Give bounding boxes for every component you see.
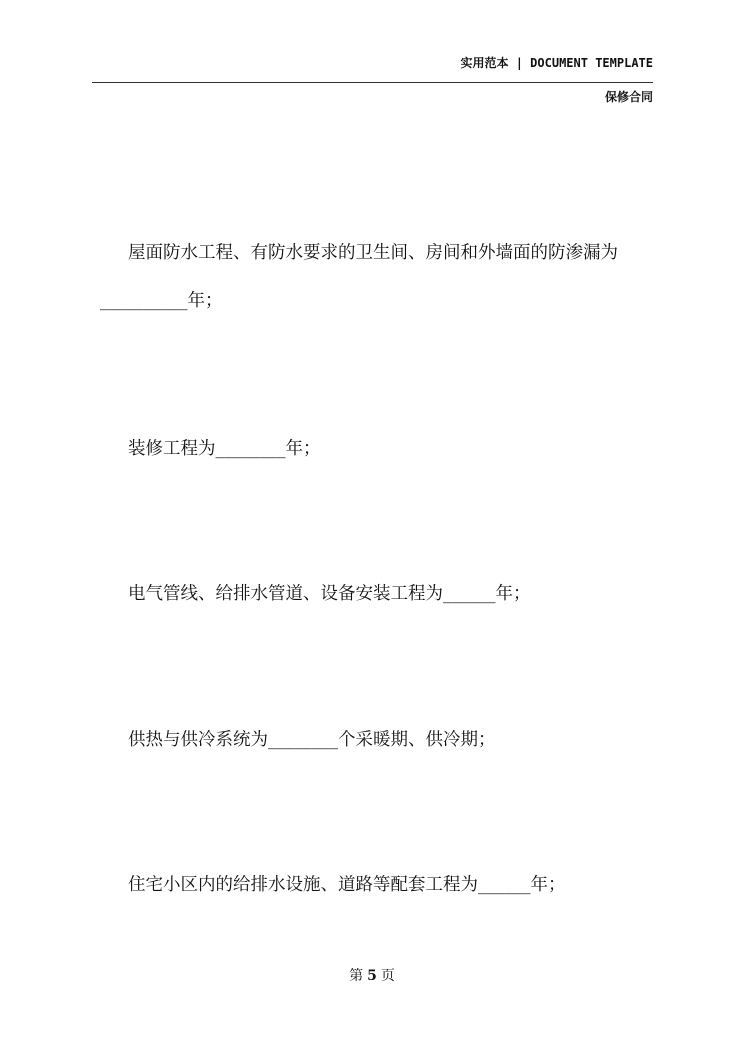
page-number: 5 — [367, 968, 377, 984]
footer-prefix: 第 — [349, 968, 364, 984]
page-footer — [0, 965, 744, 985]
document-name: 保修合同 — [604, 90, 653, 104]
paragraph-heating-cooling: 供热与供冷系统为________个采暖期、供冷期； — [128, 730, 496, 750]
footer-suffix: 页 — [380, 968, 395, 984]
header-divider — [92, 82, 653, 83]
paragraph-electrical-plumbing: 电气管线、给排水管道、设备安装工程为______年； — [128, 584, 531, 604]
paragraph-decoration: 装修工程为________年； — [128, 439, 321, 459]
paragraph-roof-waterproofing: 屋面防水工程、有防水要求的卫生间、房间和外墙面的防渗漏为__________年； — [100, 243, 618, 311]
header-title: 实用范本 | DOCUMENT TEMPLATE — [460, 56, 653, 70]
paragraph-community-facilities: 住宅小区内的给排水设施、道路等配套工程为______年； — [128, 875, 566, 895]
